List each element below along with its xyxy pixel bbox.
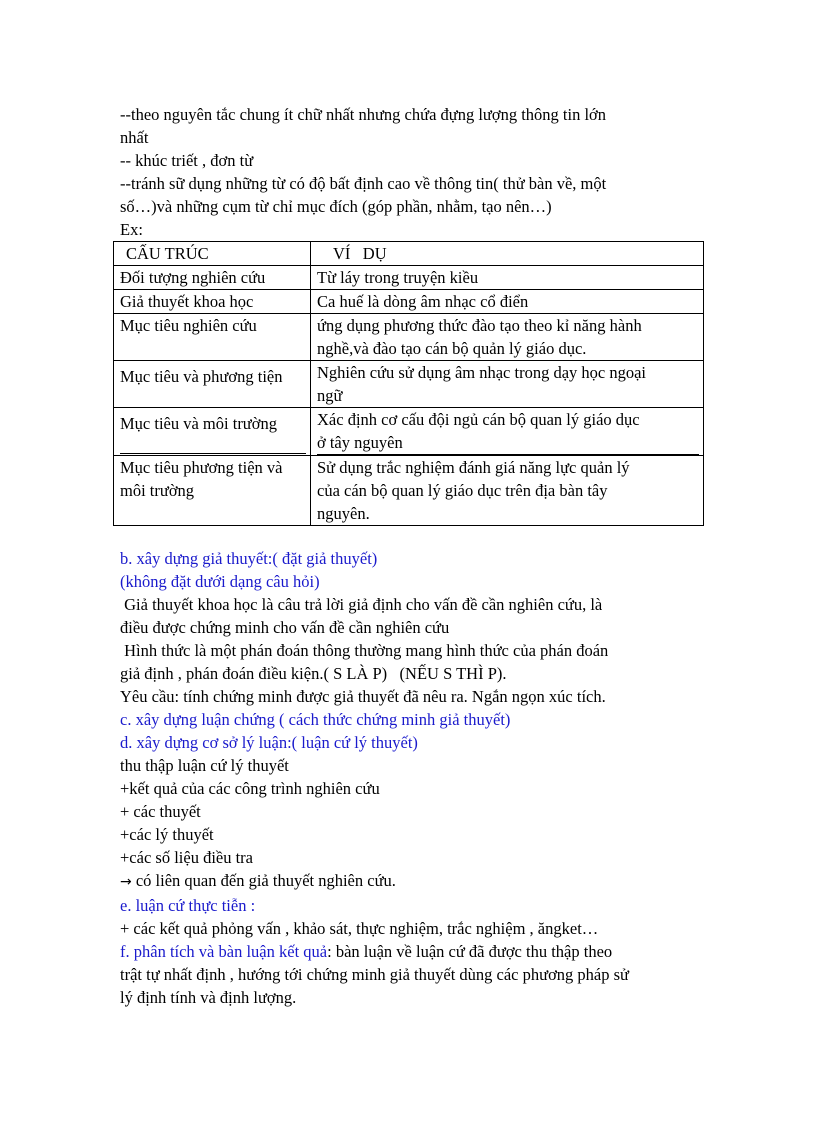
section-e <box>120 894 710 940</box>
section-f <box>120 940 710 1009</box>
section-c-heading: c. xây dựng luận chứng ( cách thức chứng minh giả thuyết) <box>120 710 511 729</box>
section-d-line: + các thuyết <box>120 802 201 821</box>
example-cell <box>311 290 704 314</box>
section-b <box>120 547 710 708</box>
cell-text: Sử dụng trắc nghiệm đánh giá năng lực quản lý <box>317 458 630 477</box>
example-table <box>113 241 704 526</box>
section-d-line: +các số liệu điều tra <box>120 848 253 867</box>
section-d-heading: d. xây dựng cơ sở lý luận:( luận cứ lý thuyết) <box>120 733 418 752</box>
spacer <box>120 526 710 547</box>
example-cell <box>311 408 704 456</box>
cell-text: của cán bộ quan lý giáo dục trên địa bàn tây <box>317 481 608 500</box>
table-row <box>114 408 704 456</box>
cell-text: Đối tượng nghiên cứu <box>120 268 266 287</box>
intro-line: --tránh sữ dụng những từ có độ bất định cao về thông tin( thử bàn về, một <box>120 174 607 193</box>
cell-text: nguyên. <box>317 504 370 523</box>
table-row <box>114 456 704 526</box>
header-structure: CẤU TRÚC <box>114 242 311 266</box>
section-d-line: +kết quả của các công trình nghiên cứu <box>120 779 380 798</box>
section-b-line: Hình thức là một phán đoán thông thường mang hình thức của phán đoán <box>120 641 609 660</box>
cell-text: ứng dụng phương thức đào tạo theo kỉ năng hành <box>317 316 642 335</box>
section-f-first-line <box>120 940 710 963</box>
section-e-heading: e. luận cứ thực tiễn : <box>120 896 256 915</box>
cell-text: Mục tiêu và môi trường <box>120 414 277 433</box>
header-example: VÍ DỤ <box>311 242 704 266</box>
section-f-line: lý định tính và định lượng. <box>120 988 297 1007</box>
section-b-subheading: (không đặt dưới dạng câu hỏi) <box>120 572 320 591</box>
section-f-heading-rest: : bàn luận về luận cứ đã được thu thập theo <box>327 942 613 961</box>
table-row <box>114 266 704 290</box>
section-f-line: trật tự nhất định , hướng tới chứng minh giả thuyết dùng các phương pháp sử <box>120 965 629 984</box>
intro-line-ex: Ex: <box>120 220 143 239</box>
arrow-line-text: có liên quan đến giả thuyết nghiên cứu. <box>131 871 396 890</box>
document-page <box>120 103 710 1009</box>
intro-block <box>120 103 710 241</box>
cell-text: ở tây nguyên <box>317 431 699 455</box>
cell-underline <box>120 435 306 454</box>
section-b-line: Yêu cầu: tính chứng minh được giả thuyết đã nêu ra. Ngắn ngọn xúc tích. <box>120 687 606 706</box>
cell-text: Xác định cơ cấu đội ngủ cán bộ quan lý giáo dục <box>317 410 640 429</box>
intro-line: nhất <box>120 128 149 147</box>
cell-text: môi trường <box>120 481 195 500</box>
section-d <box>120 731 710 894</box>
section-b-line: điều được chứng minh cho vấn đề cần nghiên cứu <box>120 618 450 637</box>
cell-text: nghề,và đào tạo cán bộ quản lý giáo dục. <box>317 339 587 358</box>
section-f-heading: f. phân tích và bàn luận kết quả <box>120 942 328 961</box>
structure-cell <box>114 266 311 290</box>
section-d-arrow-line <box>120 869 710 894</box>
cell-text: Giả thuyết khoa học <box>120 292 254 311</box>
structure-cell <box>114 456 311 526</box>
table-header-row <box>114 242 704 266</box>
example-cell <box>311 266 704 290</box>
section-b-line: giả định , phán đoán điều kiện.( S LÀ P) (NẾU S THÌ P). <box>120 664 507 683</box>
section-d-line: thu thập luận cứ lý thuyết <box>120 756 289 775</box>
cell-text: Mục tiêu nghiên cứu <box>120 316 257 335</box>
section-d-line: +các lý thuyết <box>120 825 214 844</box>
cell-text: Nghiên cứu sử dụng âm nhạc trong dạy học ngoại <box>317 363 647 382</box>
intro-line: số…)và những cụm từ chỉ mục đích (góp phần, nhằm, tạo nên…) <box>120 197 552 216</box>
structure-cell <box>114 408 311 456</box>
cell-text: Từ láy trong truyện kiều <box>317 268 479 287</box>
section-b-heading: b. xây dựng giả thuyết:( đặt giả thuyết) <box>120 549 378 568</box>
table-row <box>114 290 704 314</box>
example-cell <box>311 314 704 361</box>
structure-cell <box>114 314 311 361</box>
section-b-line: Giả thuyết khoa học là câu trả lời giả định cho vấn đề cần nghiên cứu, là <box>120 595 603 614</box>
intro-line: --theo nguyên tắc chung ít chữ nhất nhưng chứa đựng lượng thông tin lớn <box>120 105 607 124</box>
cell-text: Mục tiêu phương tiện và <box>120 458 283 477</box>
table-row <box>114 361 704 408</box>
structure-cell <box>114 361 311 408</box>
cell-text: ngữ <box>317 386 343 405</box>
right-arrow-icon: → <box>120 874 132 890</box>
cell-text: Ca huế là dòng âm nhạc cổ điển <box>317 292 529 311</box>
structure-cell <box>114 290 311 314</box>
cell-text: Mục tiêu và phương tiện <box>120 367 283 386</box>
intro-line: -- khúc triết , đơn từ <box>120 151 254 170</box>
section-e-line: + các kết quả phỏng vấn , khảo sát, thực nghiệm, trắc nghiệm , ăngket… <box>120 919 599 938</box>
example-cell <box>311 456 704 526</box>
example-cell <box>311 361 704 408</box>
table-row <box>114 314 704 361</box>
